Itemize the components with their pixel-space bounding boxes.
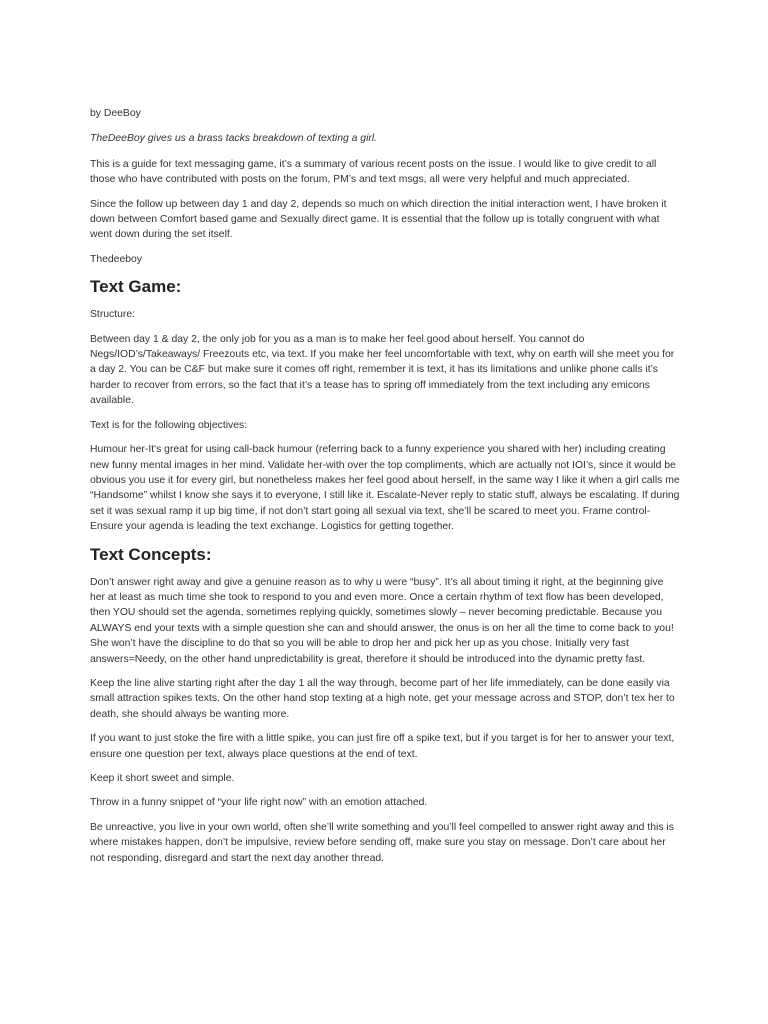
paragraph: This is a guide for text messaging game, it’s a summary of various recent posts on the issue. I would like to give credit to all those who have contributed with posts on the forum, PM’s and text msgs, all were very helpful and much appreciated.: [90, 158, 657, 186]
paragraph: Text is for the following objectives:: [90, 419, 248, 431]
section-heading-text-concepts: Text Concepts:: [90, 544, 212, 564]
paragraph: Keep the line alive starting right after the day 1 all the way through, become part of her life immediately, can be done easily via small attraction spikes texts. On the other hand stop texting at a high note, get your message across and STOP, don’t tex her to death, she should always be wanting more.: [90, 677, 675, 720]
section-heading-text-game: Text Game:: [90, 277, 182, 297]
paragraph: Don’t answer right away and give a genuine reason as to why u were “busy”. It’s all about timing it right, at the beginning give her at least as much time she took to respond to you and even more. Once a certain rhythm of text flow has been developed, then YOU should set the agenda, sometimes replying quickly, sometimes slowly – never becoming predictable. Because you ALWAYS end your texts with a simple question she can and should answer, the onus is on her all the time to come back to you! She won’t have the discipline to do that so you will be able to drop her and pick her up as you chose. Initially very fast answers=Needy, on the other hand unpredictability is great, therefore it should be introduced into the dynamic pretty fast.: [90, 576, 674, 665]
paragraph: Humour her-It's great for using call-back humour (referring back to a funny experience you shared with her) including creating new funny mental images in her mind. Validate her-with over the top compliments, which are actually not IOI’s, since it would be obvious you use it for every girl, but nonetheless makes her feel good about herself, in the same way I like it when a girl calls me “Handsome” whilst I know she says it to everyone, I still like it. Escalate-Never reply to static stuff, always be escalating. If during set it was sexual ramp it up big time, if not don’t start going all sexual via text, she’ll be scared to meet you. Frame control-Ensure your agenda is leading the text exchange. Logistics for getting together.: [90, 444, 680, 533]
paragraph: Throw in a funny snippet of “your life right now” with an emotion attached.: [90, 797, 428, 809]
paragraph: Since the follow up between day 1 and day 2, depends so much on which direction the initial interaction went, I have broken it down between Comfort based game and Sexually direct game. It is essential that the follow up is totally congruent with what went down during the set itself.: [90, 198, 667, 241]
author-line: by DeeBoy: [90, 108, 141, 119]
paragraph: Between day 1 & day 2, the only job for you as a man is to make her feel good about herself. You cannot do Negs/IOD’s/Takeaways/ Freezouts etc, via text. If you make her feel uncomfortable with text, why on earth will she meet you for a day 2. You can be C&F but make sure it comes off right, remember it is text, it has its limitations and unlike phone calls it’s harder to recover from errors, so the fact that it’s a tease has to spring off immediately from the text including any emicons available.: [90, 333, 675, 407]
signature: Thedeeboy: [90, 253, 142, 265]
intro-line: TheDeeBoy gives us a brass tacks breakdown of texting a girl.: [90, 133, 378, 145]
paragraph: Keep it short sweet and simple.: [90, 773, 235, 784]
paragraph: If you want to just stoke the fire with a little spike, you can just fire off a spike text, but if you target is for her to answer your text, ensure one question per text, always place questions at the end of text.: [90, 733, 675, 760]
document-page: [90, 106, 680, 875]
paragraph: Be unreactive, you live in your own world, often she’ll write something and you’ll feel compelled to answer right away and this is where mistakes happen, don’t be impulsive, review before sending off, make sure you stay on message. Don’t care about her not responding, disregard and start the next day another thread.: [90, 821, 674, 864]
paragraph: Structure:: [90, 309, 136, 321]
